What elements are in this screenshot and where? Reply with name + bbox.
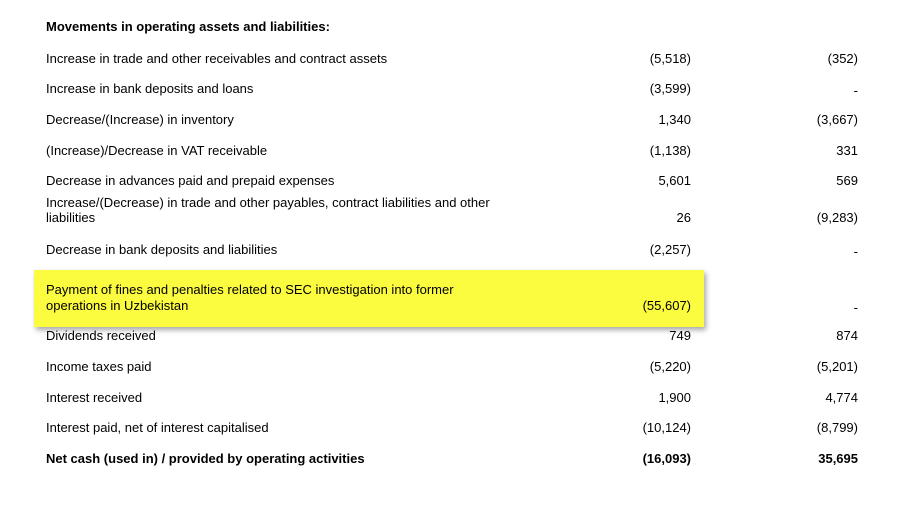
value-current: (5,518)	[649, 51, 691, 66]
total-value-prior: 35,695	[818, 451, 858, 466]
table-row	[0, 242, 906, 272]
section-heading: Movements in operating assets and liabilities:	[46, 19, 330, 34]
row-label: Dividends received	[46, 328, 156, 343]
value-prior: (352)	[827, 51, 858, 66]
table-row-highlighted	[0, 282, 906, 314]
value-current: 1,340	[658, 112, 691, 127]
value-prior: (5,201)	[816, 359, 858, 374]
value-current: (1,138)	[649, 143, 691, 158]
row-label-line2: operations in Uzbekistan	[46, 298, 189, 313]
row-label: (Increase)/Decrease in VAT receivable	[46, 143, 268, 158]
value-prior: (3,667)	[816, 112, 858, 127]
value-prior: -	[853, 83, 858, 98]
total-row	[0, 451, 906, 481]
table-row	[0, 390, 906, 420]
table-row	[0, 112, 906, 142]
value-current: 26	[676, 210, 691, 225]
table-row	[0, 359, 906, 389]
value-current: (55,607)	[642, 298, 691, 313]
value-current: (3,599)	[649, 81, 691, 96]
value-prior: (9,283)	[816, 210, 858, 225]
value-prior: -	[853, 244, 858, 259]
row-label: Interest received	[46, 390, 143, 405]
row-label: Increase in trade and other receivables and contract assets	[46, 51, 388, 66]
row-label: Decrease in bank deposits and liabilities	[46, 242, 278, 257]
value-prior: 4,774	[825, 390, 858, 405]
table-row	[0, 195, 906, 227]
value-prior: 331	[836, 143, 858, 158]
row-label-line2: liabilities	[46, 210, 96, 225]
total-label: Net cash (used in) / provided by operating activities	[46, 451, 365, 466]
value-prior: 569	[836, 173, 858, 188]
table-row	[0, 51, 906, 81]
value-prior: (8,799)	[816, 420, 858, 435]
row-label-line1: Payment of fines and penalties related to SEC investigation into former	[46, 282, 454, 297]
value-prior: -	[853, 300, 858, 315]
value-current: (10,124)	[642, 420, 691, 435]
table-row	[0, 328, 906, 358]
row-label-line1: Increase/(Decrease) in trade and other payables, contract liabilities and other	[46, 195, 490, 210]
table-row	[0, 143, 906, 173]
row-label: Interest paid, net of interest capitalised	[46, 420, 269, 435]
value-prior: 874	[836, 328, 858, 343]
table-row	[0, 420, 906, 450]
value-current: (5,220)	[649, 359, 691, 374]
value-current: 1,900	[658, 390, 691, 405]
table-row	[0, 81, 906, 111]
row-label: Decrease in advances paid and prepaid expenses	[46, 173, 335, 188]
total-value-current: (16,093)	[642, 451, 691, 466]
value-current: (2,257)	[649, 242, 691, 257]
value-current: 749	[669, 328, 691, 343]
value-current: 5,601	[658, 173, 691, 188]
row-label: Income taxes paid	[46, 359, 152, 374]
row-label: Increase in bank deposits and loans	[46, 81, 254, 96]
row-label: Decrease/(Increase) in inventory	[46, 112, 234, 127]
